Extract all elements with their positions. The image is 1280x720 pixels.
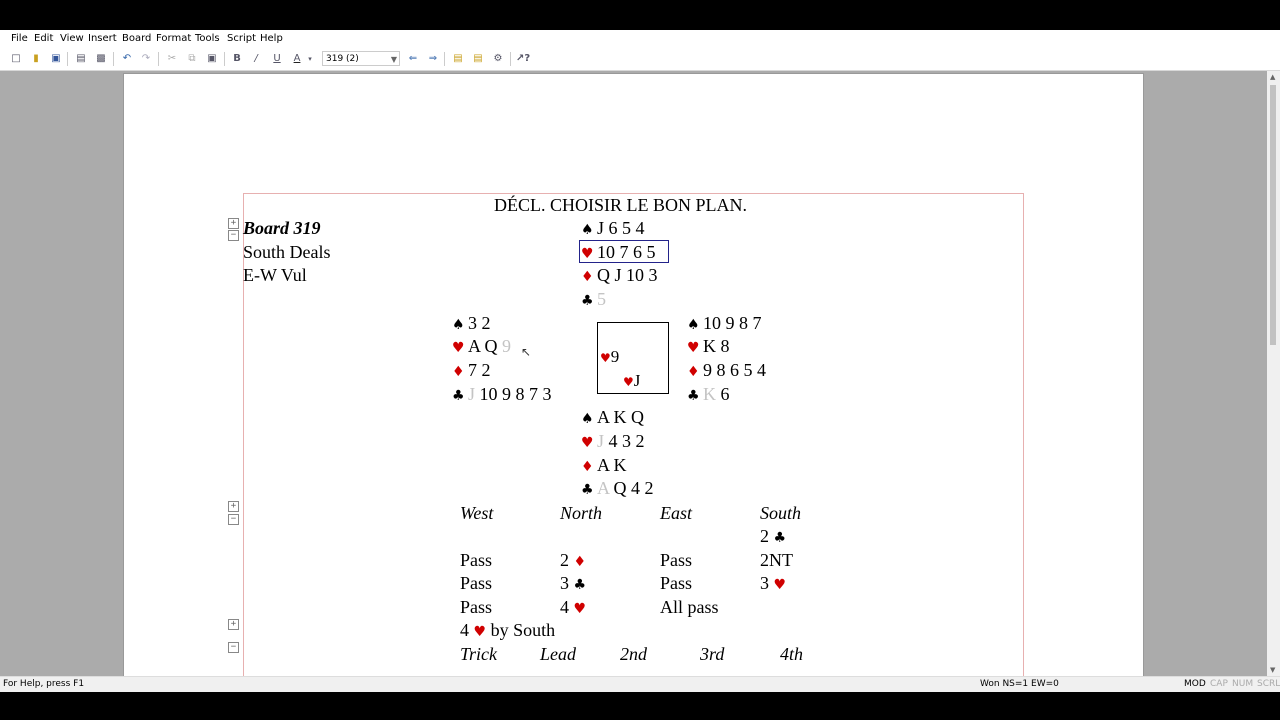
west-spades-cards: 3 2: [468, 313, 491, 333]
west-trick-card: [600, 347, 619, 367]
vulnerability-info: E-W Vul: [243, 265, 307, 285]
heart-icon: ♥: [687, 340, 700, 356]
scrollbar-thumb[interactable]: [1270, 85, 1276, 345]
trick-header: 4th: [780, 644, 804, 664]
east-spades: [687, 313, 762, 334]
heart-icon: ♥: [581, 246, 594, 262]
auction-bid: Pass: [660, 550, 693, 570]
played-card: 9: [502, 336, 512, 356]
auction-header-north: North: [560, 503, 603, 523]
north-spades-cards: J 6 5 4: [597, 218, 645, 238]
collapse-icon[interactable]: −: [228, 642, 239, 653]
status-help-text: For Help, press F1: [3, 679, 85, 689]
contract-declarer: by South: [490, 620, 556, 640]
status-bar: [0, 676, 1280, 692]
west-diamonds: [452, 360, 491, 381]
print-icon[interactable]: ▩: [96, 53, 106, 64]
played-card: 5: [597, 289, 606, 309]
club-icon: ♣: [452, 388, 465, 404]
auction-bid: Pass: [460, 573, 493, 593]
heart-icon: ♥: [773, 577, 787, 593]
played-card: A: [597, 478, 610, 498]
heart-icon: ♥: [473, 624, 487, 640]
south-clubs: [581, 478, 654, 499]
help-context-icon[interactable]: ↗?: [516, 53, 531, 64]
auction-bid: [560, 550, 586, 571]
played-card: J: [597, 431, 605, 451]
contract: [460, 620, 555, 641]
expand-icon[interactable]: +: [228, 619, 239, 630]
played-card: K: [703, 384, 716, 404]
contract-level: 4: [460, 620, 469, 640]
north-hearts-cards: 10 7 6 5: [597, 242, 656, 262]
bid-level: 2: [760, 526, 769, 546]
east-clubs-cards: 6: [720, 384, 730, 404]
spade-icon: ♠: [581, 222, 594, 238]
auction-header-south: South: [760, 503, 802, 523]
club-icon: ♣: [573, 577, 587, 593]
north-spades: [581, 218, 645, 239]
print-preview-icon[interactable]: ▤: [76, 53, 86, 64]
club-icon: ♣: [581, 482, 594, 498]
scroll-down-icon[interactable]: ▼: [1270, 666, 1276, 674]
trick-header: 2nd: [620, 644, 647, 664]
toolbar-separator: [510, 52, 511, 66]
prev-board-icon[interactable]: ⇐: [408, 53, 418, 64]
west-spades: [452, 313, 491, 334]
auction-bid: [560, 597, 586, 618]
south-spades-cards: A K Q: [597, 407, 645, 427]
menu-edit[interactable]: Edit: [34, 33, 54, 44]
south-trick-rank: J: [633, 371, 641, 390]
auction-bid: [760, 526, 786, 547]
heart-icon: ♥: [600, 351, 611, 365]
status-mod: MOD: [1184, 679, 1206, 689]
status-score: Won NS=1 EW=0: [980, 679, 1059, 689]
south-hearts-cards: 4 3 2: [608, 431, 645, 451]
east-diamonds: [687, 360, 766, 381]
west-hearts: [452, 336, 511, 357]
options-icon[interactable]: ⚙: [493, 53, 503, 64]
expand-icon[interactable]: +: [228, 501, 239, 512]
east-hearts-cards: K 8: [703, 336, 730, 356]
south-diamonds: [581, 455, 627, 476]
menu-file[interactable]: File: [11, 33, 28, 44]
auction-bid: Pass: [460, 597, 493, 617]
heart-icon: ♥: [452, 340, 465, 356]
diamond-icon: ♦: [573, 554, 587, 570]
north-hearts[interactable]: [581, 242, 656, 263]
vertical-scrollbar[interactable]: [1267, 71, 1280, 676]
east-clubs: [687, 384, 730, 405]
toolbar-separator: [158, 52, 159, 66]
west-diamonds-cards: 7 2: [468, 360, 491, 380]
auction-bid: Pass: [460, 550, 493, 570]
status-cap: CAP: [1210, 679, 1228, 689]
next-board-icon[interactable]: ⇒: [428, 53, 438, 64]
board-select-value: 319 (2): [326, 54, 359, 64]
club-icon: ♣: [581, 293, 594, 309]
east-hearts: [687, 336, 730, 357]
auction-header-east: East: [660, 503, 693, 523]
auction-bid: 2NT: [760, 550, 793, 570]
toolbar-separator: [113, 52, 114, 66]
auction-header-west: West: [460, 503, 494, 523]
import-icon[interactable]: ▤: [453, 53, 463, 64]
trick-header: Trick: [460, 644, 498, 664]
north-diamonds-cards: Q J 10 3: [597, 265, 658, 285]
trick-header: Lead: [540, 644, 576, 664]
spade-icon: ♠: [687, 317, 700, 333]
east-spades-cards: 10 9 8 7: [703, 313, 762, 333]
chevron-down-icon: ▼: [390, 55, 397, 64]
west-clubs: [452, 384, 552, 405]
trick-header: 3rd: [700, 644, 725, 664]
redo-icon[interactable]: ↷: [141, 53, 151, 64]
south-hearts: [581, 431, 645, 452]
heart-icon: ♥: [581, 435, 594, 451]
underline-icon[interactable]: U: [273, 53, 281, 64]
toolbar-separator: [444, 52, 445, 66]
spade-icon: ♠: [581, 411, 594, 427]
north-diamonds: [581, 265, 658, 286]
new-icon[interactable]: □: [11, 53, 21, 64]
toolbar: [0, 48, 1280, 71]
paste-icon[interactable]: ▣: [207, 53, 217, 64]
bid-level: 3: [560, 573, 569, 593]
bold-icon[interactable]: B: [233, 53, 241, 64]
menu-board[interactable]: Board: [122, 33, 152, 44]
south-diamonds-cards: A K: [597, 455, 627, 475]
cut-icon[interactable]: ✂: [167, 53, 177, 64]
south-clubs-cards: Q 4 2: [613, 478, 654, 498]
copy-icon[interactable]: ⧉: [188, 53, 196, 64]
trick-table: [597, 322, 669, 394]
font-color-dropdown-icon[interactable]: ▾: [308, 55, 312, 63]
diamond-icon: ♦: [581, 459, 594, 475]
south-trick-card: [623, 371, 640, 391]
document-workspace[interactable]: [0, 71, 1267, 676]
menu-format[interactable]: Format: [156, 33, 192, 44]
west-trick-rank: 9: [610, 347, 620, 366]
diamond-icon: ♦: [687, 364, 700, 380]
font-color-icon[interactable]: A: [293, 53, 301, 64]
bid-level: 2: [560, 550, 569, 570]
east-diamonds-cards: 9 8 6 5 4: [703, 360, 766, 380]
spade-icon: ♠: [452, 317, 465, 333]
collapse-icon[interactable]: −: [228, 514, 239, 525]
board-number: Board 319: [243, 218, 321, 238]
south-spades: [581, 407, 644, 428]
dealer-info: South Deals: [243, 242, 331, 262]
heart-icon: ♥: [573, 601, 587, 617]
undo-icon[interactable]: ↶: [122, 53, 132, 64]
club-icon: ♣: [687, 388, 700, 404]
italic-icon[interactable]: /: [254, 53, 258, 64]
auction-bid: All pass: [660, 597, 719, 617]
menu-tools[interactable]: Tools: [195, 33, 220, 44]
auction-bid: Pass: [660, 573, 693, 593]
toolbar-separator: [224, 52, 225, 66]
played-card: J: [468, 384, 476, 404]
export-icon[interactable]: ▤: [473, 53, 483, 64]
club-icon: ♣: [773, 530, 787, 546]
auction-bid: [560, 573, 586, 594]
north-clubs: [581, 289, 606, 310]
expand-icon[interactable]: +: [228, 218, 239, 229]
save-icon[interactable]: ▣: [51, 53, 61, 64]
menu-bar: [0, 30, 1280, 48]
bid-level: 4: [560, 597, 569, 617]
menu-script[interactable]: Script: [227, 33, 257, 44]
west-hearts-cards: A Q: [468, 336, 498, 356]
diamond-icon: ♦: [581, 269, 594, 285]
menu-view[interactable]: View: [60, 33, 84, 44]
auction-bid: [760, 573, 786, 594]
diamond-icon: ♦: [452, 364, 465, 380]
bid-level: 3: [760, 573, 769, 593]
toolbar-separator: [67, 52, 68, 66]
heart-icon: ♥: [623, 375, 634, 389]
open-icon[interactable]: ▮: [33, 53, 39, 64]
status-num: NUM: [1232, 679, 1254, 689]
deal-title: DÉCL. CHOISIR LE BON PLAN.: [494, 195, 748, 215]
menu-insert[interactable]: Insert: [88, 33, 117, 44]
mouse-cursor-icon: ↖: [521, 345, 532, 359]
status-scrl: SCRL: [1257, 679, 1280, 689]
menu-help[interactable]: Help: [260, 33, 283, 44]
collapse-icon[interactable]: −: [228, 230, 239, 241]
board-select[interactable]: [322, 51, 400, 66]
west-clubs-cards: 10 9 8 7 3: [479, 384, 552, 404]
document-page[interactable]: [123, 73, 1144, 676]
scroll-up-icon[interactable]: ▲: [1270, 73, 1276, 81]
